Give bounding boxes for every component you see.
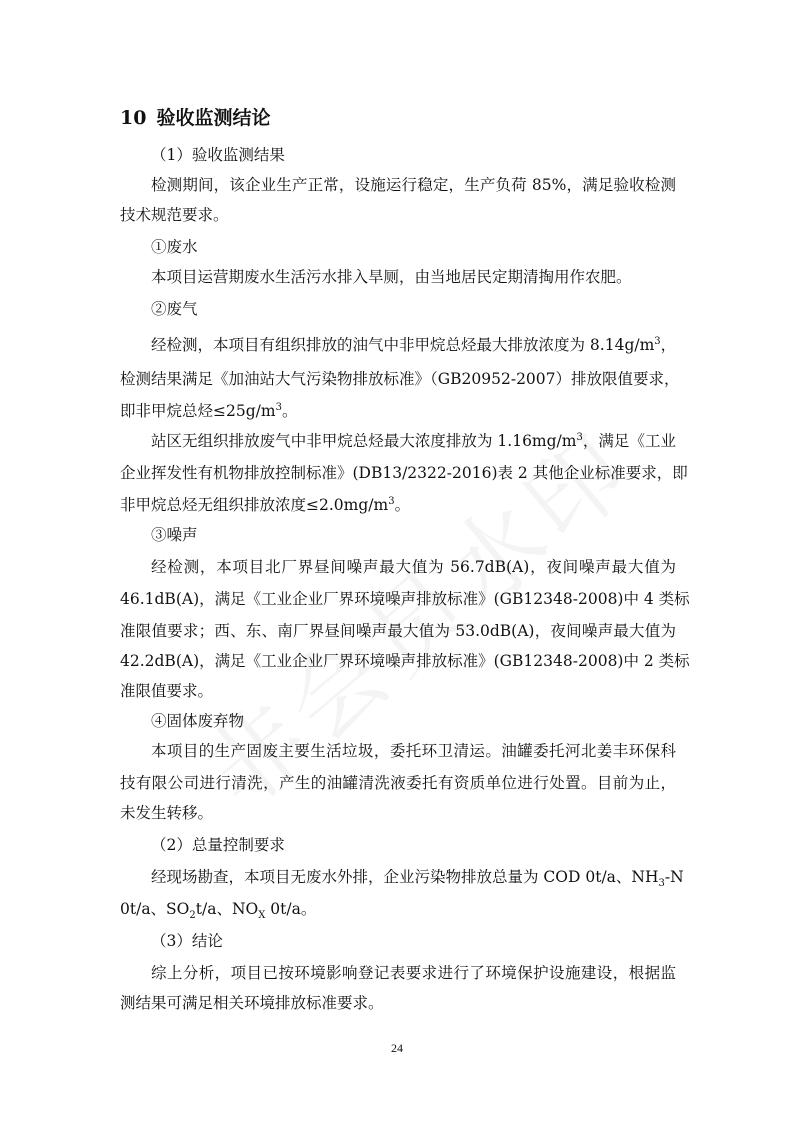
paragraph-line: 检测期间，该企业生产正常，设施运行稳定，生产负荷 85%，满足验收检测 (151, 176, 676, 194)
paragraph-line (151, 426, 676, 456)
text-run: 。 (394, 496, 411, 514)
paragraph-line: 检测结果满足《加油站大气污染物排放标准》（GB20952-2007）排放限值要求， (120, 370, 680, 388)
text-run: t/a、NO (195, 900, 259, 918)
paragraph-line: 本项目的生产固废主要生活垃圾，委托环卫清运。油罐委托河北姜丰环保科 (151, 742, 676, 760)
subscript: 2 (189, 910, 196, 922)
superscript: 3 (388, 495, 395, 507)
subheading-conclusion: （3）结论 (151, 932, 223, 950)
text-run: 站区无组织排放废气中非甲烷总烃最大浓度排放为 1.16mg/m (151, 432, 577, 450)
paragraph-line (120, 490, 676, 520)
superscript: 3 (576, 431, 583, 443)
paragraph-line (120, 894, 676, 924)
subscript: X (258, 910, 266, 922)
subheading-monitoring-results: （1）验收监测结果 (151, 146, 285, 164)
subheading-total-control: （2）总量控制要求 (151, 836, 285, 854)
paragraph-line (151, 330, 676, 360)
paragraph-line: 综上分析，项目已按环境影响登记表要求进行了环境保护设施建设，根据监 (151, 964, 676, 982)
superscript: 3 (654, 335, 661, 347)
paragraph-line (120, 396, 676, 426)
paragraph-line: 准限值要求。 (120, 682, 214, 700)
section-title (120, 104, 680, 132)
text-run: 即非甲烷总烃≤25g/m (120, 402, 276, 420)
text-run: -N (664, 868, 684, 886)
section-number: 10 (120, 107, 147, 129)
paragraph-line (151, 862, 684, 892)
subheading-noise: ③噪声 (151, 526, 198, 544)
paragraph-line: 本项目运营期废水生活污水排入旱厕，由当地居民定期清掏用作农肥。 (151, 268, 632, 286)
text-run: 0t/a。 (265, 900, 317, 918)
section-title-text: 验收监测结论 (156, 107, 271, 129)
subheading-waste-gas: ②废气 (151, 300, 198, 318)
page-number: 24 (391, 1041, 403, 1055)
paragraph-line: 测结果可满足相关环境排放标准要求。 (120, 994, 384, 1012)
paragraph-line: 46.1dB(A)，满足《工业企业厂界环境噪声排放标准》(GB12348-2008)中 4 类标 (120, 590, 690, 608)
paragraph-line: 经检测，本项目北厂界昼间噪声最大值为 56.7dB(A)，夜间噪声最大值为 (151, 558, 676, 576)
paragraph-line: 42.2dB(A)，满足《工业企业厂界环境噪声排放标准》(GB12348-2008)中 2 类标 (120, 652, 690, 670)
subheading-solid-waste: ④固体废弃物 (151, 712, 245, 730)
paragraph-line: 未发生转移。 (120, 804, 214, 822)
paragraph-line: 企业挥发性有机物排放控制标准》(DB13/2322-2016)表 2 其他企业标准要求，即 (120, 464, 688, 482)
paragraph-line: 技有限公司进行清洗，产生的油罐清洗液委托有资质单位进行处置。目前为止， (120, 774, 676, 792)
text-run: 0t/a、SO (120, 900, 190, 918)
text-run: 非甲烷总烃无组织排放浓度≤2.0mg/m (120, 496, 389, 514)
text-run: ， (660, 336, 677, 354)
text-run: 经现场勘查，本项目无废水外排，企业污染物排放总量为 COD 0t/a、NH (151, 868, 659, 886)
text-run: 。 (281, 402, 298, 420)
subheading-wastewater: ①废水 (151, 238, 198, 256)
superscript: 3 (275, 401, 282, 413)
subscript: 3 (658, 878, 665, 890)
paragraph-line: 技术规范要求。 (120, 206, 229, 224)
text-run: 经检测，本项目有组织排放的油气中非甲烷总烃最大排放浓度为 8.14g/m (151, 336, 655, 354)
paragraph-line: 准限值要求；西、东、南厂界昼间噪声最大值为 53.0dB(A)，夜间噪声最大值为 (120, 622, 676, 640)
text-run: ，满足《工业 (582, 432, 676, 450)
